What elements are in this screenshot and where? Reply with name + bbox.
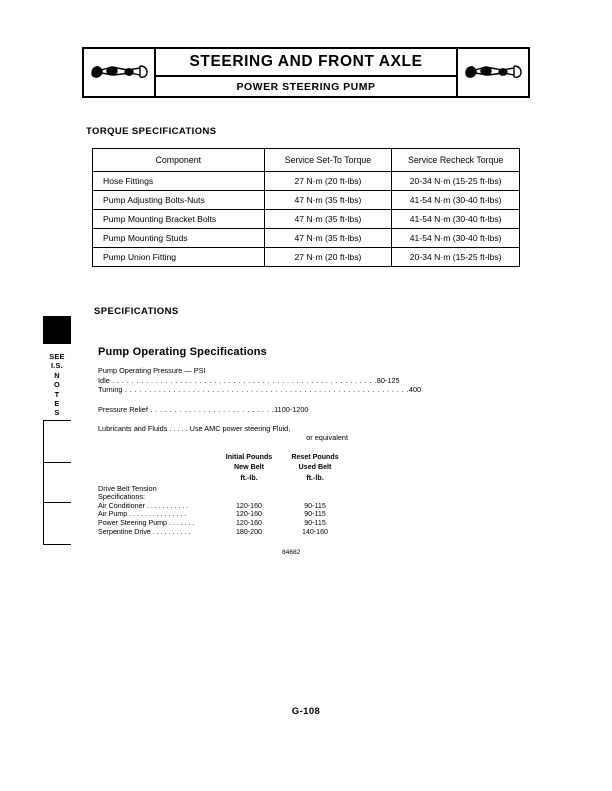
header-text-block <box>156 49 456 96</box>
belt-row <box>98 510 348 519</box>
page-number: G-108 <box>291 706 321 717</box>
turning-value: 400 <box>408 385 422 395</box>
table-row <box>93 210 520 229</box>
cell-set-to-torque: 47 N·m (35 ft-lbs) <box>264 229 392 248</box>
cell-component: Pump Mounting Bracket Bolts <box>93 210 265 229</box>
column-header-component: Component <box>93 149 265 172</box>
see-notes-line: I.S. <box>51 361 63 371</box>
specifications-heading: SPECIFICATIONS <box>94 306 179 317</box>
belt-row-new: 120-160 <box>235 519 263 527</box>
belt-row-label: Serpentine Drive . . . . . . . . . . <box>98 527 191 536</box>
pressure-relief-value: 1100-1200 <box>274 404 309 414</box>
see-notes-line: T <box>54 389 60 399</box>
see-notes-line: O <box>54 380 60 390</box>
table-row <box>93 172 520 191</box>
belt-row <box>98 519 348 528</box>
figure-code: 84682 <box>282 549 301 557</box>
pump-spec-title: Pump Operating Specifications <box>98 346 267 358</box>
table-row <box>93 191 520 210</box>
column-header-set-to-torque: Service Set-To Torque <box>264 149 392 172</box>
margin-tick <box>43 462 71 463</box>
idle-label: Idle <box>98 375 110 385</box>
torque-specifications-table <box>92 148 520 267</box>
cell-set-to-torque: 47 N·m (35 ft-lbs) <box>264 191 392 210</box>
margin-tick <box>43 502 71 503</box>
see-notes-line: SEE <box>49 352 65 361</box>
pressure-relief-row: Pressure Relief . . . . . . . . . . . . . . . . . . . . . . . . . .1100-1200 <box>98 404 309 414</box>
pump-pressure-label: Pump Operating Pressure — PSI <box>98 366 206 376</box>
belt-col2-header-line2: Used Belt <box>298 463 332 472</box>
belt-row-label: Air Pump . . . . . . . . . . . . . . . <box>98 510 187 519</box>
turning-label: Turning <box>98 385 123 395</box>
cell-recheck-torque: 20-34 N·m (15-25 ft-lbs) <box>392 172 520 191</box>
table-row <box>93 229 520 248</box>
idle-value: 80-125 <box>376 375 400 385</box>
belt-col1-header-line2: New Belt <box>234 463 264 472</box>
cell-set-to-torque: 27 N·m (20 ft-lbs) <box>264 248 392 267</box>
belt-col2-header-line3: ft.-lb. <box>306 474 324 483</box>
belt-col1-header-line3: ft.-lb. <box>240 474 258 483</box>
column-header-recheck-torque: Service Recheck Torque <box>392 149 520 172</box>
belt-col1-header-line1: Initial Pounds <box>225 452 273 461</box>
belt-row-used: 90-115 <box>304 501 326 510</box>
belt-row-used: 90-115 <box>304 510 326 519</box>
belt-row <box>98 502 348 511</box>
drive-belt-tension-table <box>98 453 392 536</box>
cell-component: Pump Adjusting Bolts-Nuts <box>93 191 265 210</box>
belt-row-new: 120-160 <box>235 501 263 510</box>
see-notes-line: N <box>54 370 60 380</box>
belt-header-row <box>98 453 348 464</box>
cell-recheck-torque: 41-54 N·m (30-40 ft-lbs) <box>392 191 520 210</box>
belt-row-used: 90-115 <box>304 519 326 527</box>
belt-row-new: 180-200 <box>235 527 263 536</box>
belt-row <box>98 528 348 537</box>
belt-row-new: 120-160 <box>235 510 263 519</box>
cell-set-to-torque: 27 N·m (20 ft-lbs) <box>264 172 392 191</box>
see-notes-line: S <box>54 408 60 418</box>
page-title: STEERING AND FRONT AXLE <box>156 49 456 77</box>
margin-vertical-rule <box>43 420 44 544</box>
belt-col2-header-line1: Reset Pounds <box>291 452 339 461</box>
see-is-notes-label <box>43 352 71 418</box>
belt-tension-title: Drive Belt Tension <box>98 483 157 493</box>
margin-tick <box>43 420 71 421</box>
belt-row-label: Air Conditioner . . . . . . . . . . . <box>98 501 189 510</box>
belt-tension-subtitle: Specifications: <box>98 492 146 502</box>
torque-specifications-heading: TORQUE SPECIFICATIONS <box>86 126 217 137</box>
cell-recheck-torque: 20-34 N·m (15-25 ft-lbs) <box>392 248 520 267</box>
turning-row: Turning . . . . . . . . . . . . . . . . . . . . . . . . . . . . . . . . . . . . . . . . . . . . . . . . . . . . . . . . . . .400 <box>98 385 422 395</box>
pump-operating-specifications-block <box>92 346 422 558</box>
page-subtitle: POWER STEERING PUMP <box>236 80 376 93</box>
cell-set-to-torque: 47 N·m (35 ft-lbs) <box>264 210 392 229</box>
steering-linkage-illustration-right-icon <box>456 49 528 96</box>
cell-component: Pump Union Fitting <box>93 248 265 267</box>
margin-tick <box>43 544 71 545</box>
belt-row-label: Power Steering Pump . . . . . . . <box>98 519 195 527</box>
steering-linkage-illustration-left-icon <box>84 49 156 96</box>
cell-component: Hose Fittings <box>93 172 265 191</box>
cell-recheck-torque: 41-54 N·m (30-40 ft-lbs) <box>392 210 520 229</box>
see-notes-line: E <box>54 399 60 409</box>
belt-row-used: 140-160 <box>301 527 329 536</box>
lubricants-line-2: or equivalent <box>306 433 348 443</box>
cell-component: Pump Mounting Studs <box>93 229 265 248</box>
belt-header-row <box>98 463 348 474</box>
lubricants-line-1: Lubricants and Fluids . . . . . Use AMC power steering Fluid, <box>98 424 291 434</box>
page-header <box>82 47 530 98</box>
belt-subtitle-row <box>98 493 348 502</box>
idle-row: Idle . . . . . . . . . . . . . . . . . . . . . . . . . . . . . . . . . . . . . . . . . . . . . . . . . . . . . . .80-125 <box>98 375 400 385</box>
table-header-row <box>93 149 520 172</box>
cell-recheck-torque: 41-54 N·m (30-40 ft-lbs) <box>392 229 520 248</box>
pressure-relief-label: Pressure Relief <box>98 404 148 414</box>
margin-black-tab <box>43 316 71 344</box>
table-row <box>93 248 520 267</box>
